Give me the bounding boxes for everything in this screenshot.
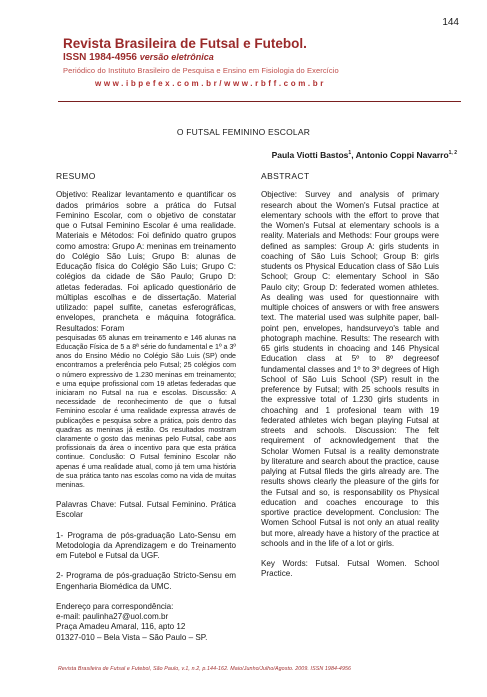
resumo-column (56, 171, 236, 643)
issn: ISSN 1984-4956 (63, 52, 137, 63)
author-name: Antonio Coppi Navarro (355, 150, 449, 160)
author-affiliation: 1, 2 (448, 150, 457, 157)
author-separator: , (351, 150, 356, 160)
journal-title: Revista Brasileira de Futsal e Futebol. (63, 36, 307, 51)
correspondence-address (56, 602, 236, 643)
journal-header (63, 36, 463, 88)
resumo-body-continued: pesquisadas 65 alunas em treinamento e 146 alunas na Educação Física de 5 a 8ª série do fundamental e 1º a 3º anos do Ensino Médio no Colégio São Luis (SP) onde encontramos a preferência pelo Futsal; 25 colégios com o número expressivo de 1.230 meninas em treinamento; e uma equipe profissional com 19 atletas federadas que iniciaram no Futsal na rua e escolas. Discussão: A necessidade de reconhecimento de que o futsal Feminino escolar é uma realidade expressa através de publicações e pesquisa sobre a prática, pois dentro das quadras as meninas já estão. Os resultados mostram claramente o gosto das meninas pelo Futsal, cabe aos profissionais da área o incentivo para que esta prática continue. Conclusão: O Futsal feminino Escolar não apenas é uma realidade atual, como já tem uma história de sua prática tanto nas escolas como na vida de muitas meninas. (56, 333, 236, 489)
address-line: Endereço para correspondência: (56, 601, 174, 611)
address-email[interactable]: e-mail: paulinha27@uol.com.br (56, 612, 169, 622)
affiliation-note-1: 1- Programa de pós-graduação Lato-Sensu em Metodologia da Aprendizagem e do Treinamento em Futebol e Futsal da UGF. (56, 530, 236, 561)
address-line: 01327-010 – Bela Vista – São Paulo – SP. (56, 632, 208, 642)
author-affiliation: 1 (348, 150, 352, 157)
issn-line (63, 52, 463, 63)
page-footer: Revista Brasileira de Futsal e Futebol, São Paulo, v.1, n.2, p.144-162. Maio/Junho/Julho/Agosto. 2009. ISSN 1984-4956 (58, 666, 352, 672)
resumo-body: Objetivo: Realizar levantamento e quantificar os dados primários sobre a prática do Futsal Feminino Escolar, com o objetivo de constatar que o Futsal Feminino Escolar é uma realidade. Materiais e Métodos: Foi definido quatro grupos como amostra: Grupo A: meninas em treinamento do Colégio São Luis; Grupo B: alunas de Educação física do Colégio São Luis; Grupo C: colégios da cidade de São Paulo; Grupo D: atletas federadas. Foi aplicado questionário de múltiplas escolhas e de dissertação. Material utilizado: papel sulfite, canetas esferográficas, envelopes, prancheta e máquina fotográfica. Resultados: Foram (56, 190, 236, 333)
abstract-body: Objective: Survey and analysis of primary research about the Women's Futsal practice at elementary schools with the effort to prove that the Women's Futsal at elementary schools is a reality. Materials and Methods: Four groups were defined as samples: Group A: girls students in coaching of São Luis School; Group B: girls students os Physical Education class of São Luis School; Group C: elementary School in São Paulo city; Group D: federated women athletes. As dealing was used for questionnaire with multiple choices of answers or with free answers text. The material used was sulphite paper, ball-point pen, envelopes, handsurveyo's table and photograph machine. Results: The research with 65 girls students in choacing and 146 Physical Education class at 5º to 8º degreesof fundamental classes and 1º to 3º degrees of High School of São Luis School (SP) result in the preference by Futsal; with 25 schools results in the expressive total of 1.230 girls students in choaching and 1 profesional team with 19 federated athletes wich began playing Futsal at streets and schools. Discussion: The felt requirement of acknowledgement that the Scholar Women Futsal is a reality demonstrate by literature and search about the practice, cause palying at Futsal fileds the girls already are. The results shows clearly the pleasure of the girls for the Futsal and so, is responsability os Physical education and coaches encourage to this sportive practice development. Conclusion: The Women School Futsal is not only an atual reality but more, already have a history of the practice at schools and in the life of a lot or girls. (261, 190, 439, 548)
header-divider (58, 101, 461, 102)
abstract-heading: ABSTRACT (261, 171, 310, 181)
address-line: Praça Amadeu Amaral, 116, apto 12 (56, 622, 186, 632)
abstract-keywords: Key Words: Futsal. Futsal Women. School Practice. (261, 559, 439, 579)
resumo-keywords: Palavras Chave: Futsal. Futsal Feminino. Prática Escolar (56, 500, 236, 520)
page-number: 144 (442, 17, 459, 28)
periodical-description: Periódico do Instituto Brasileiro de Pesquisa e Ensino em Fisiologia do Exercício (63, 66, 339, 75)
affiliation-note-2: 2- Programa de pós-graduação Stricto-Sensu em Engenharia Biomédica da UMC. (56, 571, 236, 591)
abstract-column (261, 171, 439, 590)
resumo-heading: RESUMO (56, 171, 96, 181)
journal-websites: www.ibpefex.com.br/www.rbff.com.br (95, 79, 326, 88)
article-title: O FUTSAL FEMININO ESCOLAR (176, 127, 311, 137)
issn-version: versão eletrônica (139, 52, 214, 62)
author-name: Paula Viotti Bastos (271, 150, 349, 160)
authors (272, 150, 457, 160)
